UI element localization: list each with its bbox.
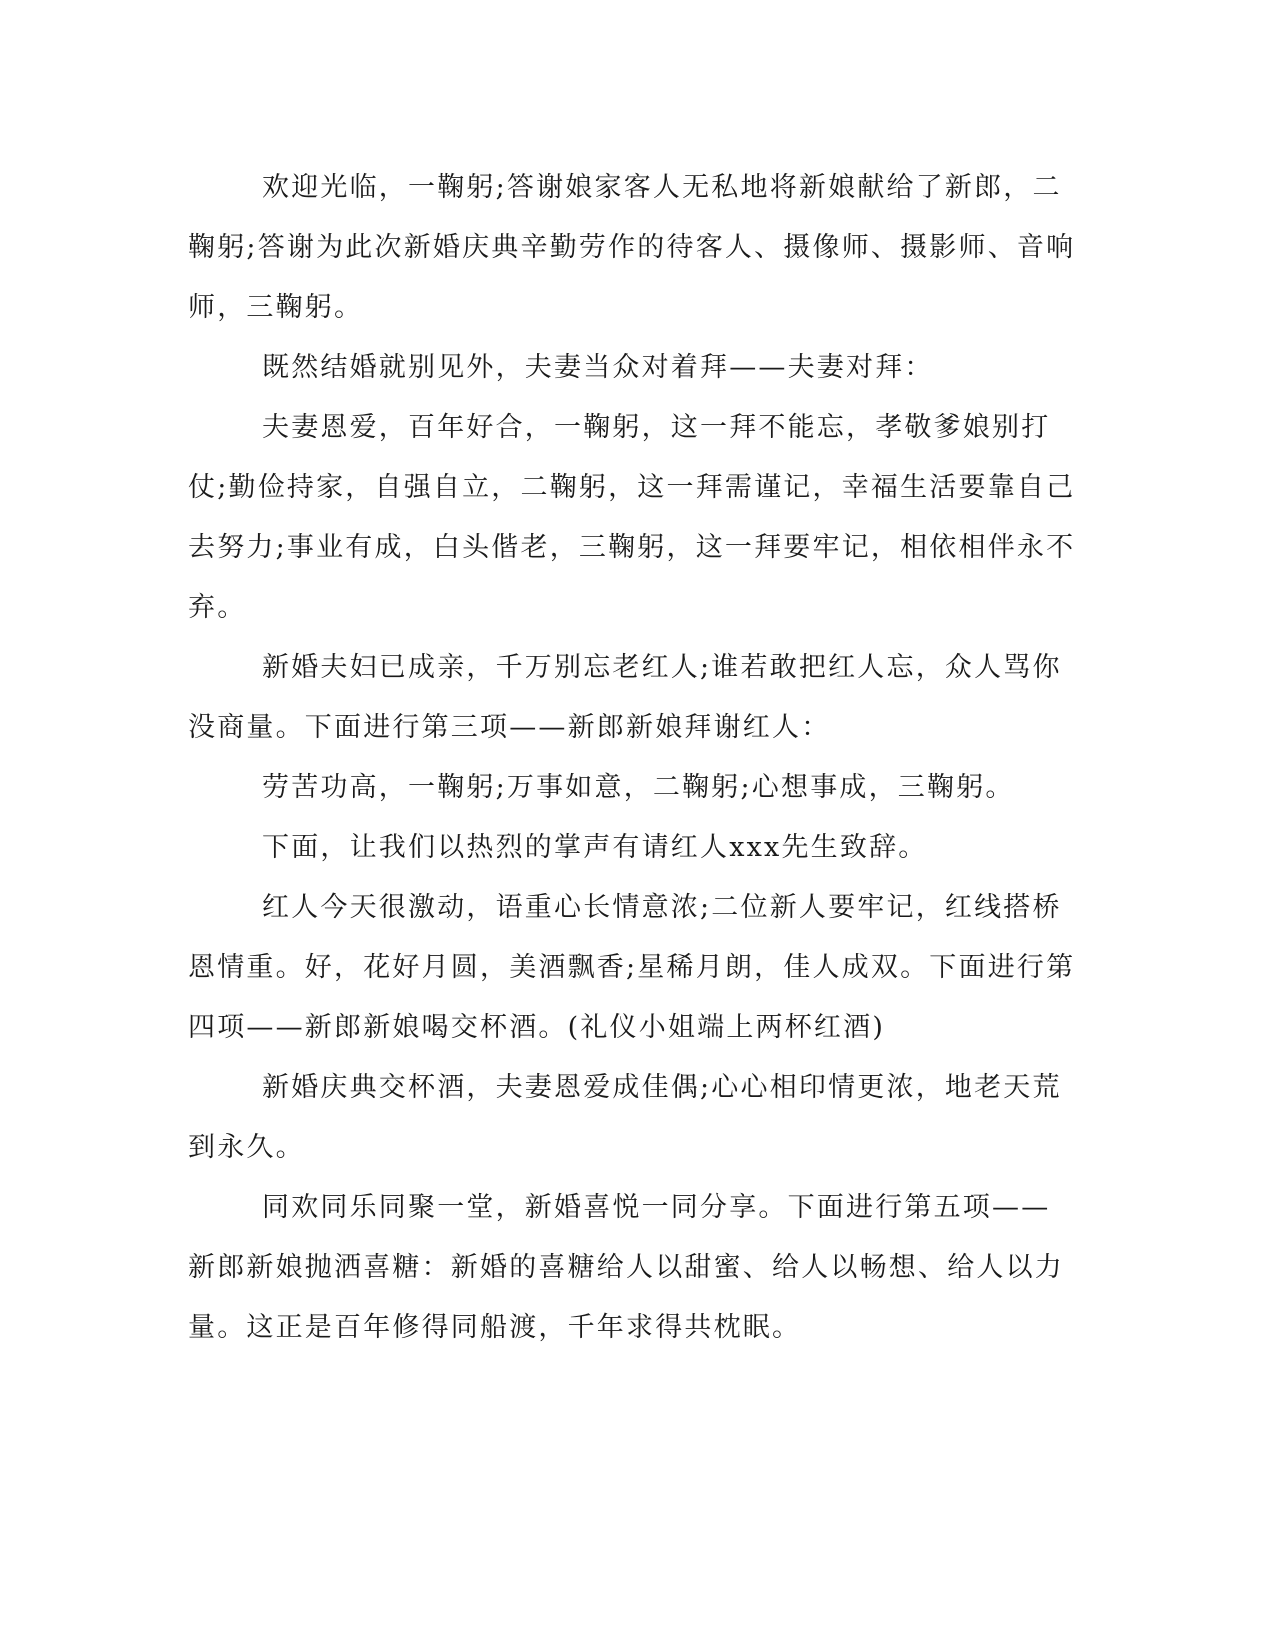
document-body: [188, 158, 1078, 1358]
paragraph-3: 夫妻恩爱，百年好合，一鞠躬，这一拜不能忘，孝敬爹娘别打仗;勤俭持家，自强自立，二鞠躬，这一拜需谨记，幸福生活要靠自己去努力;事业有成，白头偕老，三鞠躬，这一拜要牢记，相依相伴永不弃。: [188, 412, 1076, 623]
paragraph-7: 红人今天很激动，语重心长情意浓;二位新人要牢记，红线搭桥恩情重。好，花好月圆，美酒飘香;星稀月朗，佳人成双。下面进行第四项——新郎新娘喝交杯酒。(礼仪小姐端上两杯红酒): [188, 892, 1076, 1043]
paragraph-2: 既然结婚就别见外，夫妻当众对着拜——夫妻对拜：: [262, 352, 934, 383]
paragraph-9: 同欢同乐同聚一堂，新婚喜悦一同分享。下面进行第五项——新郎新娘抛洒喜糖：新婚的喜糖给人以甜蜜、给人以畅想、给人以力量。这正是百年修得同船渡，千年求得共枕眠。: [188, 1192, 1064, 1343]
paragraph-4: 新婚夫妇已成亲，千万别忘老红人;谁若敢把红人忘，众人骂你没商量。下面进行第三项——新郎新娘拜谢红人：: [188, 652, 1062, 743]
paragraph-1: 欢迎光临，一鞠躬;答谢娘家客人无私地将新娘献给了新郎，二鞠躬;答谢为此次新婚庆典辛勤劳作的待客人、摄像师、摄影师、音响师，三鞠躬。: [188, 172, 1076, 323]
paragraph-5: 劳苦功高，一鞠躬;万事如意，二鞠躬;心想事成，三鞠躬。: [262, 772, 1015, 803]
paragraph-8: 新婚庆典交杯酒，夫妻恩爱成佳偶;心心相印情更浓，地老天荒到永久。: [188, 1072, 1062, 1163]
paragraph-6: 下面，让我们以热烈的掌声有请红人xxx先生致辞。: [262, 832, 928, 863]
